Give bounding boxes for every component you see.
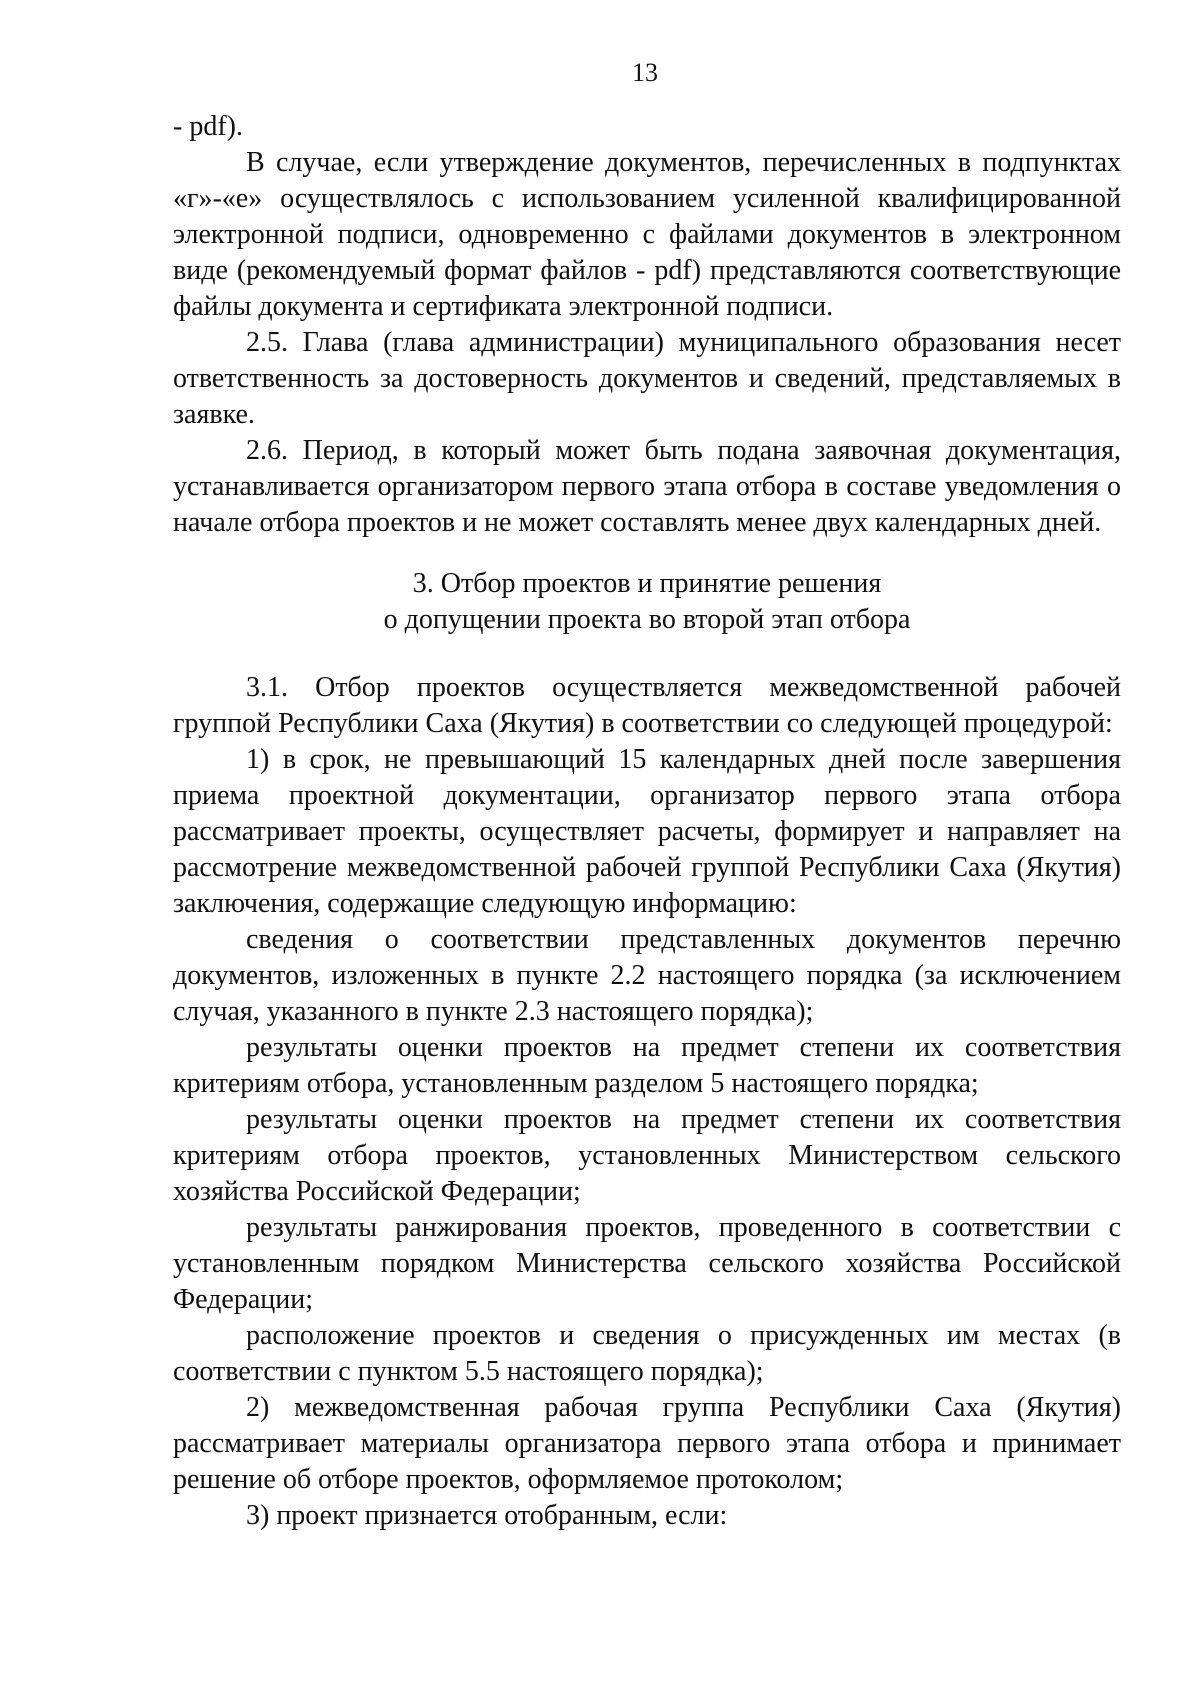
list-item-3: 3) проект признается отобранным, если:: [246, 1500, 728, 1531]
sub-item-documents-compliance: сведения о соответствии представленных документов перечню документов, изложенных в пункте 2.2 настоящего порядка (за исключением случая, указанного в пункте 2.3 настоящего порядка);: [173, 924, 1121, 1027]
page-number: 13: [632, 58, 658, 87]
sub-item-criteria-section-5: результаты оценки проектов на предмет степени их соответствия критериям отбора, установленным разделом 5 настоящего порядка;: [173, 1032, 1121, 1099]
section-heading-line-1: 3. Отбор проектов и принятие решения: [412, 568, 882, 599]
document-body: [173, 109, 1121, 1534]
section-heading: [173, 566, 1121, 638]
list-item-1: 1) в срок, не превышающий 15 календарных дней после завершения приема проектной документации, организатор первого этапа отбора рассматривает проекты, осуществляет расчеты, формирует и направляет на рассмотрение межведомственной рабочей группой Республики Саха (Якутия) заключения, содержащие следующую информацию:: [173, 744, 1121, 919]
sub-item-placement: расположение проектов и сведения о присужденных им местах (в соответствии с пунктом 5.5 настоящего порядка);: [173, 1320, 1121, 1387]
list-item-2: 2) межведомственная рабочая группа Республики Саха (Якутия) рассматривает материалы организатора первого этапа отбора и принимает решение об отборе проектов, оформляемое протоколом;: [173, 1392, 1121, 1495]
paragraph-continuation: - pdf).: [173, 111, 243, 142]
sub-item-ranking: результаты ранжирования проектов, проведенного в соответствии с установленным порядком Министерства сельского хозяйства Российской Федерации;: [173, 1212, 1121, 1315]
section-heading-line-2: о допущении проекта во второй этап отбора: [383, 604, 911, 635]
sub-item-criteria-ministry: результаты оценки проектов на предмет степени их соответствия критериям отбора проектов, установленных Министерством сельского хозяйства Российской Федерации;: [173, 1104, 1121, 1207]
paragraph-signature-note: В случае, если утверждение документов, перечисленных в подпунктах «г»-«е» осуществлялось с использованием усиленной квалифицированной электронной подписи, одновременно с файлами документов в электронном виде (рекомендуемый формат файлов - pdf) представляются соответствующие файлы документа и сертификата электронной подписи.: [173, 147, 1121, 322]
paragraph-2-6: 2.6. Период, в который может быть подана заявочная документация, устанавливается организатором первого этапа отбора в составе уведомления о начале отбора проектов и не может составлять менее двух календарных дней.: [173, 435, 1121, 538]
paragraph-3-1: 3.1. Отбор проектов осуществляется межведомственной рабочей группой Республики Саха (Якутия) в соответствии со следующей процедурой:: [173, 672, 1121, 739]
paragraph-2-5: 2.5. Глава (глава администрации) муниципального образования несет ответственность за достоверность документов и сведений, представляемых в заявке.: [173, 327, 1121, 430]
